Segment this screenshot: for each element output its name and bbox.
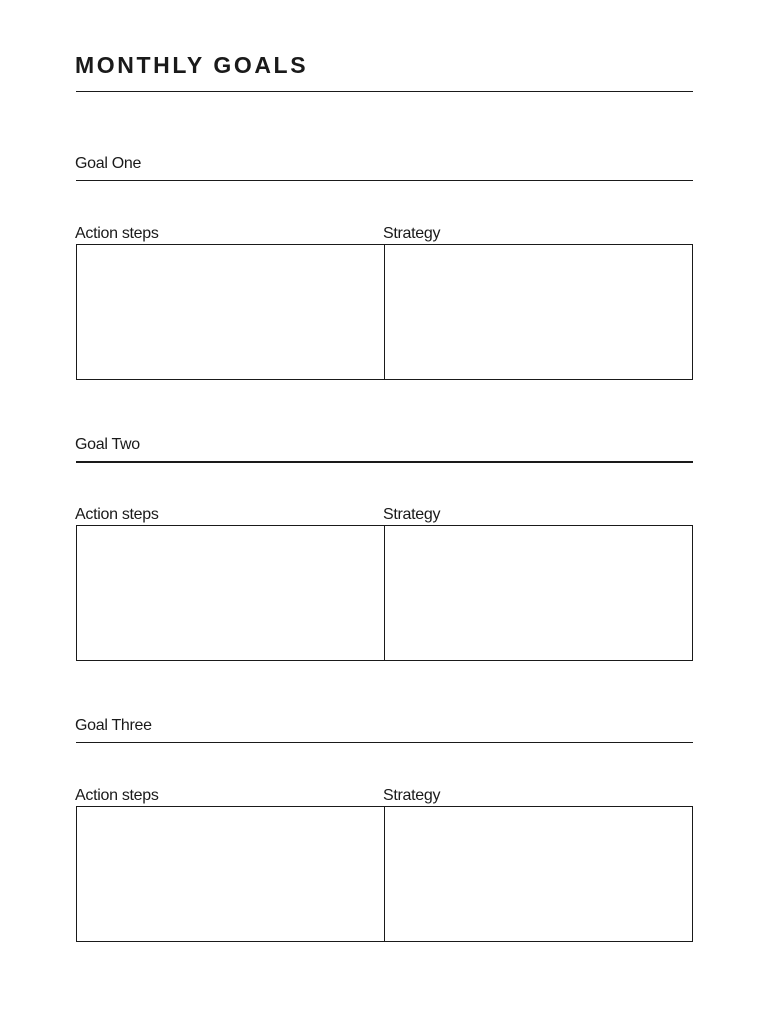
action-steps-label: Action steps: [75, 787, 159, 804]
action-steps-box[interactable]: [77, 526, 385, 660]
goal-writing-line[interactable]: [76, 180, 693, 181]
goal-writing-line[interactable]: [76, 742, 693, 743]
strategy-box[interactable]: [385, 526, 693, 660]
goal-writing-line[interactable]: [76, 461, 693, 463]
strategy-box[interactable]: [385, 245, 693, 379]
strategy-label: Strategy: [383, 787, 441, 804]
goal-section-three: [0, 716, 768, 966]
action-steps-box[interactable]: [77, 807, 385, 941]
action-steps-label: Action steps: [75, 506, 159, 523]
strategy-box[interactable]: [385, 807, 693, 941]
goal-label: Goal Three: [75, 717, 152, 734]
action-steps-box[interactable]: [77, 245, 385, 379]
strategy-label: Strategy: [383, 225, 441, 242]
strategy-label: Strategy: [383, 506, 441, 523]
goal-label: Goal One: [75, 155, 142, 172]
action-steps-label: Action steps: [75, 225, 159, 242]
goal-label: Goal Two: [75, 436, 140, 453]
page-title: MONTHLY GOALS: [75, 52, 309, 78]
goal-section-two: [0, 435, 768, 685]
title-divider: [76, 91, 693, 92]
goal-grid: [76, 806, 693, 942]
goal-grid: [76, 244, 693, 380]
goal-grid: [76, 525, 693, 661]
goal-section-one: [0, 154, 768, 404]
